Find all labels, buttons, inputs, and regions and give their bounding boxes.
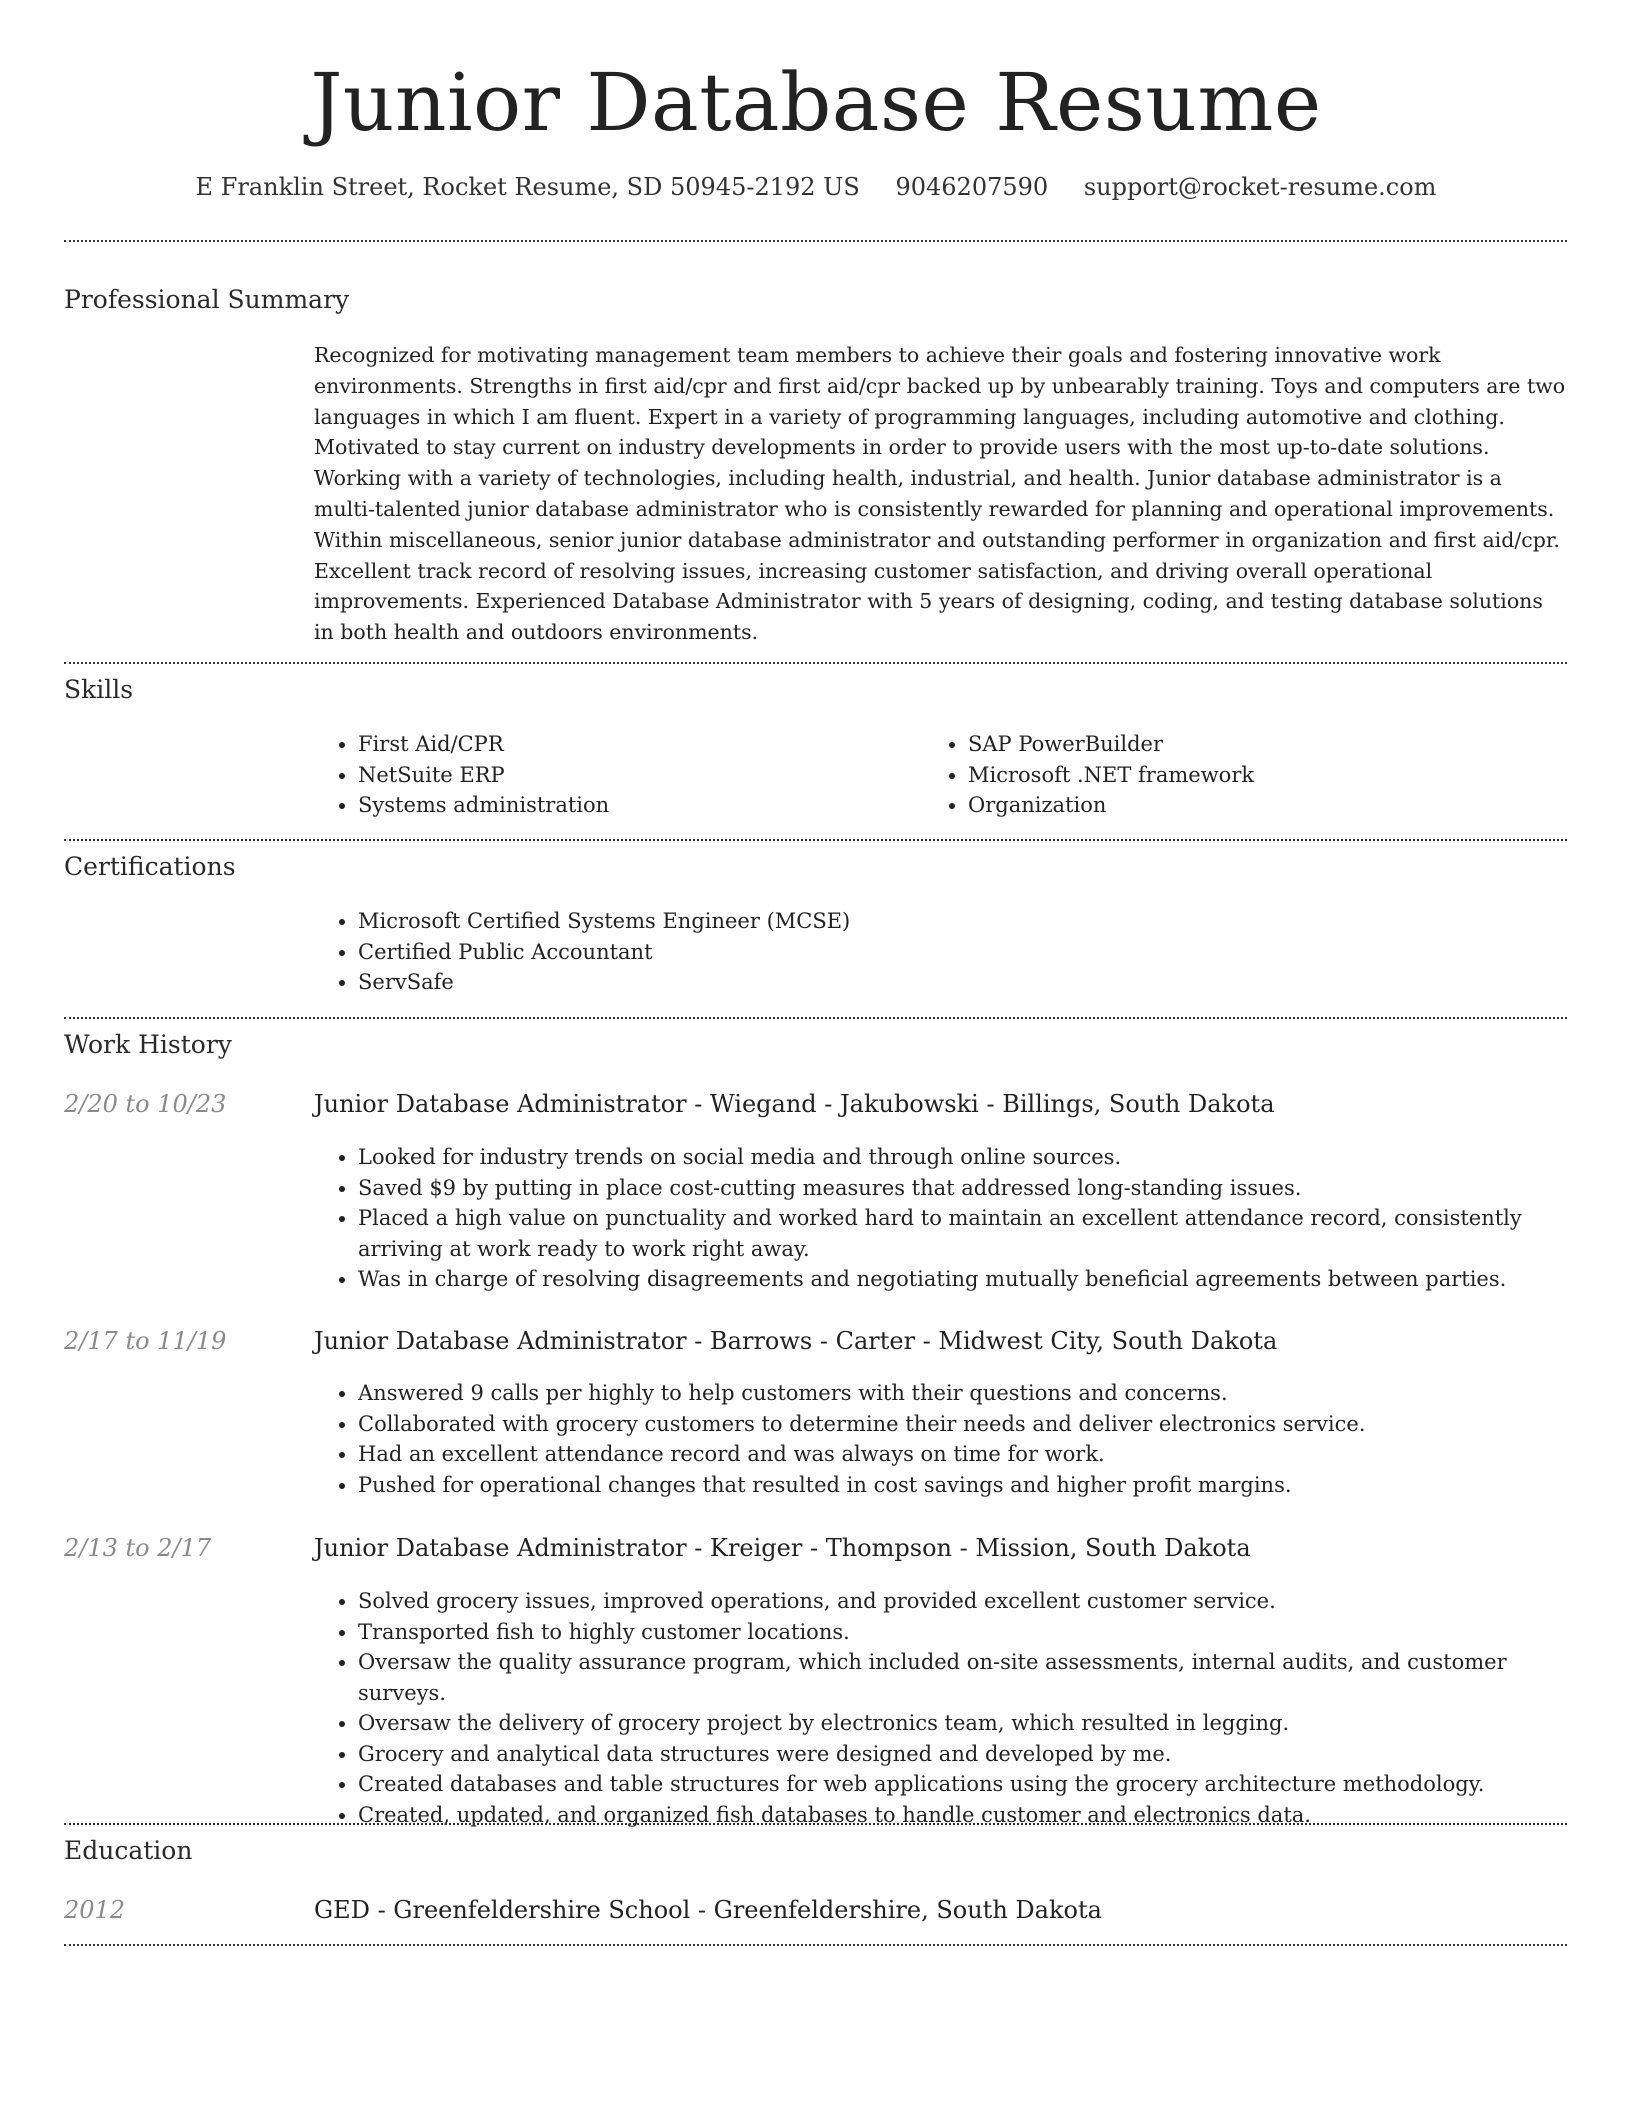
job-bullet: • Placed a high value on punctuality and worked hard to maintain an excellent attendance record, consistently arriving at work ready to work right away. <box>358 1203 1566 1264</box>
job-bullet: • Looked for industry trends on social media and through online sources. <box>358 1142 1566 1173</box>
job-bullet: • Answered 9 calls per highly to help customers with their questions and concerns. <box>358 1378 1566 1409</box>
job-bullet: • Was in charge of resolving disagreements and negotiating mutually beneficial agreements between parties. <box>358 1264 1566 1295</box>
contact-phone: 9046207590 <box>895 173 1049 201</box>
job-bullets <box>314 1142 1566 1295</box>
education-year: 2012 <box>64 1896 126 1924</box>
divider <box>64 1823 1567 1825</box>
divider <box>64 1944 1567 1946</box>
job-dates: 2/20 to 10/23 <box>64 1090 227 1118</box>
job-bullet: • Created, updated, and organized fish databases to handle customer and electronics data. <box>358 1800 1566 1831</box>
job-bullet: • Saved $9 by putting in place cost-cutting measures that addressed long-standing issues. <box>358 1173 1566 1204</box>
skill-item: • First Aid/CPR <box>358 729 918 760</box>
job-bullet: • Created databases and table structures for web applications using the grocery architecture methodology. <box>358 1769 1566 1800</box>
certifications-list <box>314 906 1558 998</box>
section-title-summary: Professional Summary <box>64 285 350 314</box>
skill-item: • Organization <box>968 790 1568 821</box>
job-bullet: • Collaborated with grocery customers to determine their needs and deliver electronics service. <box>358 1409 1566 1440</box>
section-title-skills: Skills <box>64 675 134 704</box>
job-dates: 2/13 to 2/17 <box>64 1534 212 1562</box>
job-bullet: • Oversaw the quality assurance program, which included on-site assessments, internal audits, and customer surveys. <box>358 1647 1566 1708</box>
job-bullet: • Transported fish to highly customer locations. <box>358 1617 1566 1648</box>
job-bullet: • Oversaw the delivery of grocery project by electronics team, which resulted in legging. <box>358 1708 1566 1739</box>
section-title-work: Work History <box>64 1030 232 1059</box>
job-bullet: • Grocery and analytical data structures were designed and developed by me. <box>358 1739 1566 1770</box>
skills-list-left <box>314 729 918 821</box>
job-dates: 2/17 to 11/19 <box>64 1327 227 1355</box>
job-heading: Junior Database Administrator - Wiegand - Jakubowski - Billings, South Dakota <box>314 1090 1275 1118</box>
certification-item: • Certified Public Accountant <box>358 937 1558 968</box>
divider <box>64 240 1567 242</box>
skills-list-right <box>924 729 1568 821</box>
contact-email: support@rocket-resume.com <box>1083 173 1437 201</box>
skill-item: • Systems administration <box>358 790 918 821</box>
job-bullets <box>314 1378 1566 1500</box>
contact-line <box>0 170 1632 204</box>
job-bullet: • Solved grocery issues, improved operations, and provided excellent customer service. <box>358 1586 1566 1617</box>
job-heading: Junior Database Administrator - Kreiger - Thompson - Mission, South Dakota <box>314 1534 1251 1562</box>
divider <box>64 839 1567 841</box>
divider <box>64 662 1567 664</box>
skill-item: • Microsoft .NET framework <box>968 760 1568 791</box>
job-heading: Junior Database Administrator - Barrows - Carter - Midwest City, South Dakota <box>314 1327 1278 1355</box>
job-bullets <box>314 1586 1566 1830</box>
job-bullet: • Had an excellent attendance record and was always on time for work. <box>358 1439 1566 1470</box>
section-title-certifications: Certifications <box>64 852 236 881</box>
contact-address: E Franklin Street, Rocket Resume, SD 50945-2192 US <box>195 173 860 201</box>
skill-item: • SAP PowerBuilder <box>968 729 1568 760</box>
certification-item: • ServSafe <box>358 967 1558 998</box>
job-bullet: • Pushed for operational changes that resulted in cost savings and higher profit margins. <box>358 1470 1566 1501</box>
certification-item: • Microsoft Certified Systems Engineer (MCSE) <box>358 906 1558 937</box>
education-heading: GED - Greenfeldershire School - Greenfeldershire, South Dakota <box>314 1896 1102 1924</box>
resume-title: Junior Database Resume <box>310 56 1322 149</box>
section-title-education: Education <box>64 1836 193 1865</box>
summary-text: Recognized for motivating management team members to achieve their goals and fostering innovative work environments. Strengths in first aid/cpr and first aid/cpr backed up by unbearably training. Toys and computers are two languages in which I am fluent. Expert in a variety of programming languages, including automotive and clothing. Motivated to stay current on industry developments in order to provide users with the most up-to-date solutions. Working with a variety of technologies, including health, industrial, and health. Junior database administrator is a multi-talented junior database administrator who is consistently rewarded for planning and operational improvements. Within miscellaneous, senior junior database administrator and outstanding performer in organization and first aid/cpr. Excellent track record of resolving issues, increasing customer satisfaction, and driving overall operational improvements. Experienced Database Administrator with 5 years of designing, coding, and testing database solutions in both health and outdoors environments. <box>314 343 1566 645</box>
skill-item: • NetSuite ERP <box>358 760 918 791</box>
divider <box>64 1017 1567 1019</box>
